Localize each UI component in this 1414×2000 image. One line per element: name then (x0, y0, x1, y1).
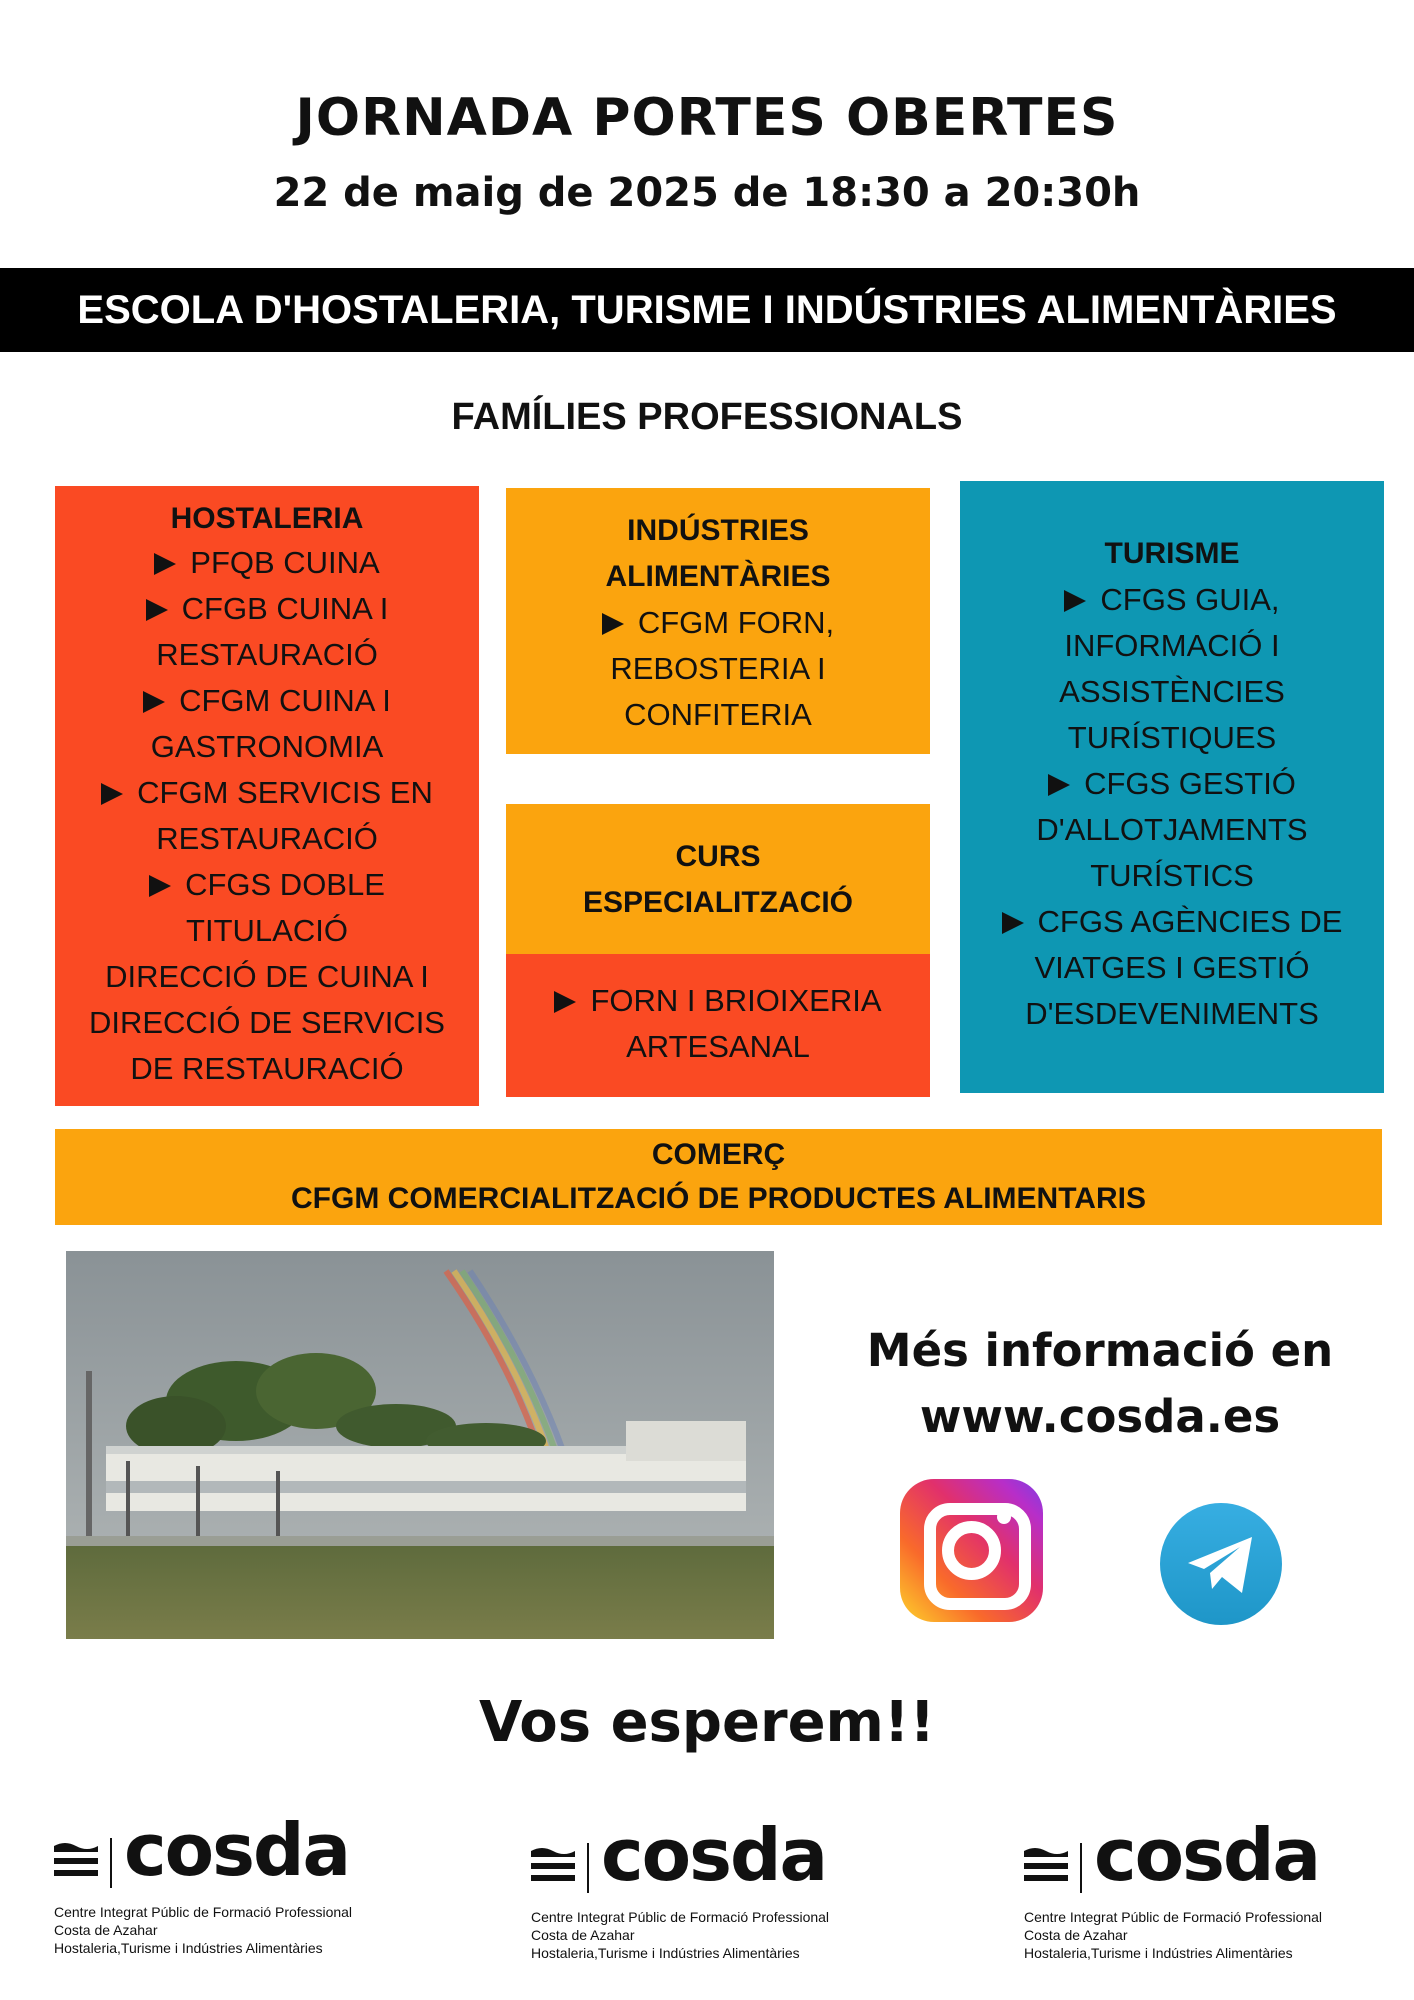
more-info-label: Més informació en (866, 1324, 1334, 1377)
cosda-logo: cosda Centre Integrat Públic de Formació Professional Costa de Azahar Hostaleria,Turisme i Indústries Alimentàries (531, 1813, 830, 1961)
industries-title: INDÚSTRIES ALIMENTÀRIES (605, 514, 831, 593)
school-banner: ESCOLA D'HOSTALERIA, TURISME I INDÚSTRIES ALIMENTÀRIES (0, 268, 1414, 352)
list-item: PFQB CUINA (55, 540, 479, 586)
arrow-icon (554, 991, 576, 1013)
logo-wordmark: cosda (601, 1813, 827, 1897)
comerc-title: COMERÇ (651, 1138, 786, 1171)
cosda-logo: cosda Centre Integrat Públic de Formació Professional Costa de Azahar Hostaleria,Turisme i Indústries Alimentàries (1024, 1813, 1323, 1961)
list-item: CFGS AGÈNCIES DE VIATGES I GESTIÓ D'ESDEVENIMENTS (960, 899, 1384, 1037)
arrow-icon (1002, 912, 1024, 934)
list-item: CFGS DOBLE TITULACIÓ DIRECCIÓ DE CUINA I DIRECCIÓ DE SERVICIS DE RESTAURACIÓ (88, 867, 445, 1086)
curs-box (506, 804, 930, 954)
more-info (800, 1318, 1400, 1450)
comerc-subtitle: CFGM COMERCIALITZACIÓ DE PRODUCTES ALIMENTARIS (291, 1182, 1146, 1215)
website-link[interactable]: www.cosda.es (919, 1390, 1281, 1443)
telegram-icon[interactable] (1160, 1503, 1282, 1625)
list-item: CFGS GUIA, INFORMACIÓ I ASSISTÈNCIES TURÍSTIQUES (1059, 582, 1285, 755)
arrow-icon (1064, 590, 1086, 612)
logo-wordmark: cosda (124, 1808, 350, 1892)
list-item: CFGM CUINA I GASTRONOMIA (55, 678, 479, 770)
hostaleria-box (55, 486, 479, 1106)
waves-icon (531, 1845, 575, 1889)
list-item: CFGM FORN, REBOSTERIA I CONFITERIA (506, 600, 930, 738)
cosda-logo: cosda Centre Integrat Públic de Formació Professional Costa de Azahar Hostaleria,Turisme i Indústries Alimentàries (54, 1808, 353, 1956)
event-title: JORNADA PORTES OBERTES (295, 88, 1119, 148)
comerc-box (55, 1129, 1382, 1225)
arrow-icon (154, 553, 176, 575)
list-item: CFGS GESTIÓ D'ALLOTJAMENTS TURÍSTICS (1036, 766, 1308, 893)
campus-photo (66, 1251, 774, 1639)
industries-box (506, 488, 930, 754)
curs-title: CURS ESPECIALITZACIÓ (582, 840, 853, 919)
event-date: 22 de maig de 2025 de 18:30 a 20:30h (273, 170, 1141, 216)
hostaleria-title: HOSTALERIA (170, 502, 364, 535)
curs-items-box (506, 954, 930, 1097)
instagram-icon[interactable] (900, 1479, 1043, 1622)
arrow-icon (143, 691, 165, 713)
waves-icon (1024, 1845, 1068, 1889)
list-item: FORN I BRIOIXERIA ARTESANAL (506, 978, 930, 1070)
turisme-box (960, 481, 1384, 1093)
families-heading: FAMÍLIES PROFESSIONALS (451, 396, 963, 438)
arrow-icon (602, 613, 624, 635)
logo-wordmark: cosda (1094, 1813, 1320, 1897)
closing-message: Vos esperem!! (479, 1690, 935, 1755)
arrow-icon (146, 599, 168, 621)
arrow-icon (149, 875, 171, 897)
arrow-icon (1048, 774, 1070, 796)
waves-icon (54, 1840, 98, 1884)
list-item: CFGM SERVICIS EN RESTAURACIÓ (55, 770, 479, 862)
turisme-title: TURISME (1104, 537, 1240, 570)
arrow-icon (101, 783, 123, 805)
list-item: CFGB CUINA I RESTAURACIÓ (55, 586, 479, 678)
